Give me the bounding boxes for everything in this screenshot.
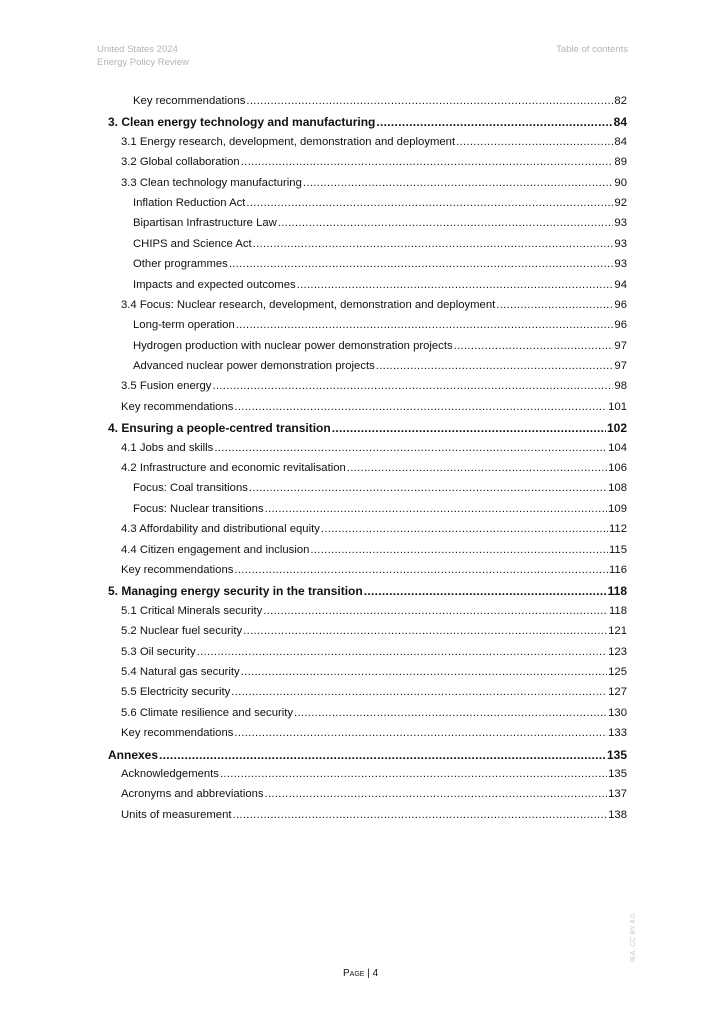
toc-entry[interactable] [108,523,627,543]
dot-leader [263,605,608,617]
page-separator: | [364,968,373,979]
dot-leader [303,177,614,189]
toc-page-number: 96 [614,319,627,332]
toc-entry-title: CHIPS and Science Act [133,237,252,250]
dot-leader [249,482,607,494]
toc-entry[interactable] [108,319,627,339]
toc-entry[interactable] [108,401,627,421]
dot-leader [234,564,608,576]
toc-entry-title: Key recommendations [121,400,234,413]
toc-entry[interactable] [108,666,627,686]
toc-page-number: 133 [608,727,627,740]
toc-page-number: 123 [608,645,627,658]
dot-leader [376,360,614,372]
toc-entry-title: Annexes [108,747,159,762]
toc-entry[interactable] [108,442,627,462]
toc-entry-title: 3.3 Clean technology manufacturing [121,176,302,189]
toc-entry-title: 5.6 Climate resilience and security [121,706,294,719]
toc-page-number: 96 [614,298,627,311]
toc-page-number: 135 [606,747,627,762]
toc-entry[interactable] [108,564,627,584]
toc-entry-title: 4. Ensuring a people-centred transition [108,421,331,436]
toc-entry-title: Focus: Coal transitions [133,482,248,495]
dot-leader [220,768,607,780]
dot-leader [233,809,608,821]
toc-entry-title: Long-term operation [133,319,235,332]
dot-leader [265,788,608,800]
toc-entry[interactable] [108,156,627,176]
toc-page-number: 118 [607,584,627,599]
dot-leader [376,115,612,129]
toc-page-number: 94 [614,278,627,291]
toc-entry-title: Units of measurement [121,808,232,821]
toc-page-number: 84 [614,135,627,148]
toc-page-number: 102 [606,421,627,436]
dot-leader [278,217,614,229]
toc-page-number: 130 [608,706,627,719]
toc-entry[interactable] [108,768,627,788]
toc-page-number: 108 [608,482,627,495]
toc-entry-title: 5.2 Nuclear fuel security [121,625,243,638]
toc-entry-title: 4.4 Citizen engagement and inclusion [121,543,310,556]
page-footer [343,968,378,979]
toc-page-number: 101 [608,400,627,413]
toc-page-number: 118 [608,604,627,617]
toc-page-number: 90 [614,176,627,189]
header-section-title: Table of contents [556,44,628,55]
page-number: 4 [372,968,379,979]
toc-entry-title: 3. Clean energy technology and manufacturing [108,115,376,130]
page-label: Page [343,968,365,979]
toc-entry[interactable] [108,360,627,380]
toc-entry-title: Acronyms and abbreviations [121,788,264,801]
toc-entry-title: Hydrogen production with nuclear power demonstration projects [133,339,453,352]
toc-page-number: 112 [608,523,627,536]
toc-page-number: 106 [608,462,627,475]
toc-entry[interactable] [108,462,627,482]
toc-entry-title: Key recommendations [121,727,234,740]
toc-entry-title: 4.2 Infrastructure and economic revitalisation [121,462,346,475]
dot-leader [246,95,613,107]
toc-entry[interactable] [108,482,627,502]
dot-leader [456,136,613,148]
toc-entry-title: Acknowledgements [121,767,219,780]
dot-leader [265,503,608,515]
dot-leader [229,258,614,270]
dot-leader [253,238,614,250]
toc-entry-title: Impacts and expected outcomes [133,278,296,291]
toc-entry[interactable] [108,177,627,197]
header-report-title: Energy Policy Review [97,57,189,68]
running-header-left [97,43,189,69]
dot-leader [231,686,607,698]
toc-page-number: 98 [614,380,627,393]
toc-entry-title: 3.1 Energy research, development, demonstration and deployment [121,135,456,148]
toc-page-number: 125 [608,665,627,678]
toc-entry[interactable] [108,686,627,706]
toc-entry[interactable] [108,625,627,645]
toc-entry-title: 3.5 Fusion energy [121,380,212,393]
toc-entry-title: 5.4 Natural gas security [121,665,240,678]
toc-entry-title: Key recommendations [133,95,246,107]
dot-leader [212,380,613,392]
dot-leader [364,584,607,598]
toc-page-number: 82 [614,95,627,107]
dot-leader [236,319,614,331]
toc-entry-title: 5. Managing energy security in the transition [108,584,363,599]
toc-page-number: 116 [608,563,627,576]
toc-entry-title: 4.1 Jobs and skills [121,441,214,454]
toc-page-number: 93 [614,237,627,250]
toc-entry[interactable] [108,299,627,319]
toc-entry[interactable] [108,95,627,115]
toc-entry[interactable] [108,788,627,808]
toc-entry-title: Key recommendations [121,563,234,576]
dot-leader [294,707,607,719]
toc-entry-title: 3.2 Global collaboration [121,156,240,169]
toc-page-number: 89 [614,156,627,169]
toc-page-number: 84 [613,115,627,130]
toc-entry[interactable] [108,238,627,258]
dot-leader [214,442,607,454]
toc-entry[interactable] [108,380,627,400]
toc-page-number: 97 [614,339,627,352]
toc-entry-title: 5.1 Critical Minerals security [121,604,263,617]
toc-page-number: 127 [608,686,627,699]
toc-chapter-entry[interactable] [108,748,627,768]
dot-leader [310,544,608,556]
license-notice: IEA. CC BY 4.0. [630,911,637,962]
dot-leader [243,625,607,637]
toc-entry-title: 4.3 Affordability and distributional equity [121,523,320,536]
toc-entry-title: 5.3 Oil security [121,645,196,658]
toc-chapter-entry[interactable] [108,584,627,604]
toc-page-number: 109 [608,502,627,515]
toc-entry-title: Inflation Reduction Act [133,196,246,209]
dot-leader [454,340,614,352]
toc-page-number: 104 [608,441,627,454]
toc-entry[interactable] [108,503,627,523]
toc-entry[interactable] [108,258,627,278]
toc-chapter-entry[interactable] [108,421,627,441]
toc-entry[interactable] [108,727,627,747]
toc-entry-title: 3.4 Focus: Nuclear research, development, demonstration and deployment [121,298,496,311]
dot-leader [347,462,607,474]
toc-entry[interactable] [108,707,627,727]
toc-page-number: 115 [608,543,627,556]
dot-leader [321,523,608,535]
table-of-contents [108,95,627,829]
toc-page-number: 93 [614,258,627,271]
toc-page-number: 135 [608,767,627,780]
toc-page-number: 97 [614,360,627,373]
toc-entry[interactable] [108,544,627,564]
toc-entry[interactable] [108,136,627,156]
dot-leader [496,299,613,311]
dot-leader [197,646,607,658]
dot-leader [246,197,613,209]
header-country-year: United States 2024 [97,44,178,55]
toc-entry-title: Advanced nuclear power demonstration projects [133,360,375,373]
toc-entry-title: Bipartisan Infrastructure Law [133,217,277,230]
toc-page-number: 121 [608,625,627,638]
toc-entry[interactable] [108,340,627,360]
toc-page-number: 93 [614,217,627,230]
dot-leader [241,666,607,678]
toc-entry[interactable] [108,197,627,217]
dot-leader [332,421,606,435]
toc-chapter-entry[interactable] [108,115,627,135]
dot-leader [297,279,614,291]
toc-page-number: 92 [614,196,627,209]
toc-entry[interactable] [108,279,627,299]
toc-page-number: 137 [608,788,627,801]
toc-entry[interactable] [108,605,627,625]
toc-page-number: 138 [608,808,627,821]
toc-entry[interactable] [108,217,627,237]
dot-leader [159,748,606,762]
toc-entry[interactable] [108,646,627,666]
dot-leader [234,401,607,413]
toc-entry[interactable] [108,809,627,829]
toc-entry-title: 5.5 Electricity security [121,686,231,699]
toc-entry-title: Other programmes [133,258,228,271]
dot-leader [241,156,614,168]
dot-leader [234,727,607,739]
toc-entry-title: Focus: Nuclear transitions [133,502,264,515]
